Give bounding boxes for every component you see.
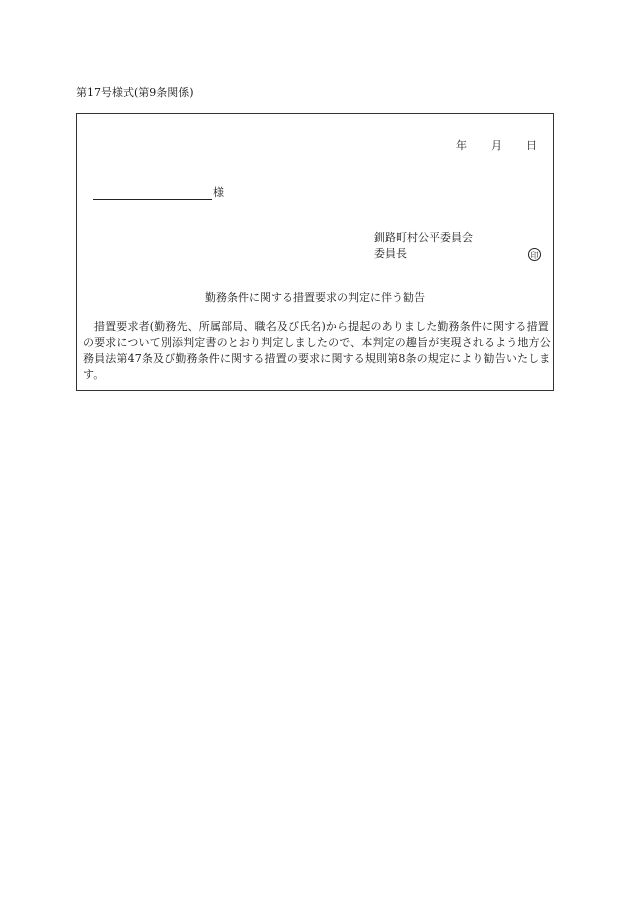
issuer-organization: 釧路町村公平委員会	[374, 231, 473, 244]
document-frame	[76, 113, 554, 391]
date-day: 日	[526, 139, 537, 152]
addressee	[93, 184, 224, 200]
date-row	[456, 137, 537, 153]
date-year: 年	[456, 139, 467, 152]
document-title: 勤務条件に関する措置要求の判定に伴う勧告	[205, 291, 425, 304]
seal-icon: 印	[528, 248, 541, 261]
date-month: 月	[491, 139, 502, 152]
addressee-blank-line	[93, 187, 212, 200]
form-number: 第17号様式(第9条関係)	[76, 86, 194, 99]
issuer-block	[374, 230, 541, 262]
issuer-title: 委員長	[374, 247, 407, 260]
body-text: 措置要求者(勤務先、所属部局、職名及び氏名)から提起のありました勤務条件に関する措置の要求について別添判定書のとおり判定しましたので、本判定の趣旨が実現されるよう地方公務員法第47条及び勤務条件に関する措置の要求に関する規則第8条の規定により勧告いたします。	[83, 320, 551, 381]
addressee-suffix: 様	[213, 186, 224, 199]
